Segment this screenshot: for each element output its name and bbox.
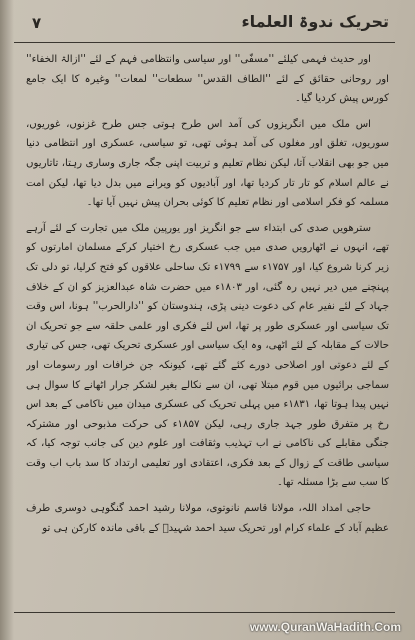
watermark: www.QuranWaHadith.Com <box>249 620 401 634</box>
page-header <box>22 10 393 40</box>
paragraph: اس ملک میں انگریزوں کی آمد اس طرح ہوتی جس طرح غزنوں، غوریوں، سوریوں، تغلق اور مغلوں کی آمد ہوئی تھی، تو سیاسی، عسکری اور انتظامی دنیا میں جو بھی انقلاب آتا، لیکن نظام تعلیم و تربیت اپنی جگہ جاری وساری رہتا، تاتاریوں نے عالم اسلام کو تار تار کردیا تھا، اور آبادیوں کو ویرانے میں بدل دیا تھا، لیکن امت مسلمہ کو فکر اسلامی اور نظام تعلیم کا کوئی بحران پیش نہیں آیا تھا۔ <box>26 118 389 209</box>
running-title: تحریک ندوۃ العلماء <box>241 12 389 31</box>
footer-rule <box>14 612 395 613</box>
page-number: ۷ <box>32 14 42 32</box>
header-rule <box>14 42 395 43</box>
paragraph: حاجی امداد اللہ، مولانا قاسم نانوتوی، مولانا رشید احمد گنگوہی دوسری طرف عظیم آباد کے علماء کرام اور تحریک سید احمد شہیدؒ کے باقی ماندہ کارکن ہی تو <box>26 503 389 534</box>
paragraph: اور حدیث فہمی کیلئے ''مسفّی'' اور سیاسی وانتظامی فہم کے لئے ''ازالۃ الخفاء'' اور روحانی حقائق کے لئے ''الطاف القدس'' سطعات'' لمعات'' وغیرہ کا ایک جامع کورس پیش کردیا گیا۔ <box>26 54 389 105</box>
body-text <box>26 50 389 610</box>
page-gutter-shadow <box>0 0 14 640</box>
paragraph: سترھویں صدی کی ابتداء سے جو انگریز اور یورپین ملک میں تجارت کے لئے آرہے تھے، انہوں نے اٹھارویں صدی میں جب عسکری رخ اختیار کرکے مسلمان امارتوں کو زیر کرنا شروع کیا، اور ۱۷۵۷ء سے ۱۷۹۹ء تک ساحلی علاقوں کو فتح کرلیا، تو دلی تک پہنچنے میں دیر نہیں رہ گئی، اور ۱۸۰۳ء میں حضرت شاہ عبدالعزیز کو ان کے خلاف جہاد کے لئے نفیر عام کی دعوت دینی پڑی، ہندوستان کو ''دارالحرب'' ہونا، اس وقت تک سیاسی اور عسکری طور پر تھا، اس لئے فکری اور علمی حلقہ سے جو تحریک ان حالات کے مقابلہ کے لئے اٹھی، وہ ایک سیاسی اور عسکری تحریک تھی، جس کی تیاری کے لئے دعوتی اور اصلاحی دورے کئے گئے تھے، کیونکہ جن خرافات اور رسومات اور سماجی برائیوں میں قوم مبتلا تھی، ان سے نکالے بغیر لشکر جرار اٹھانے کا سوال ہی نہیں پیدا ہوتا تھا، ۱۸۳۱ء میں پہلی تحریک کی عسکری میدان میں ناکامی کے بعد اس رخ پر متفرق طور جہد جاری رہی، لیکن ۱۸۵۷ء کی حرکت مذبوحی اور مشترکہ جنگی مقابلے کی ناکامی نے اب تہذیب وثقافت اور علوم دین کی جانب توجہ کیا، کہ سیاسی طاقت کے زوال کے بعد فکری، اعتقادی اور تعلیمی ارتداد کا سد باب اب وقت کا سب سے بڑا مسئلہ تھا۔ <box>26 222 389 489</box>
